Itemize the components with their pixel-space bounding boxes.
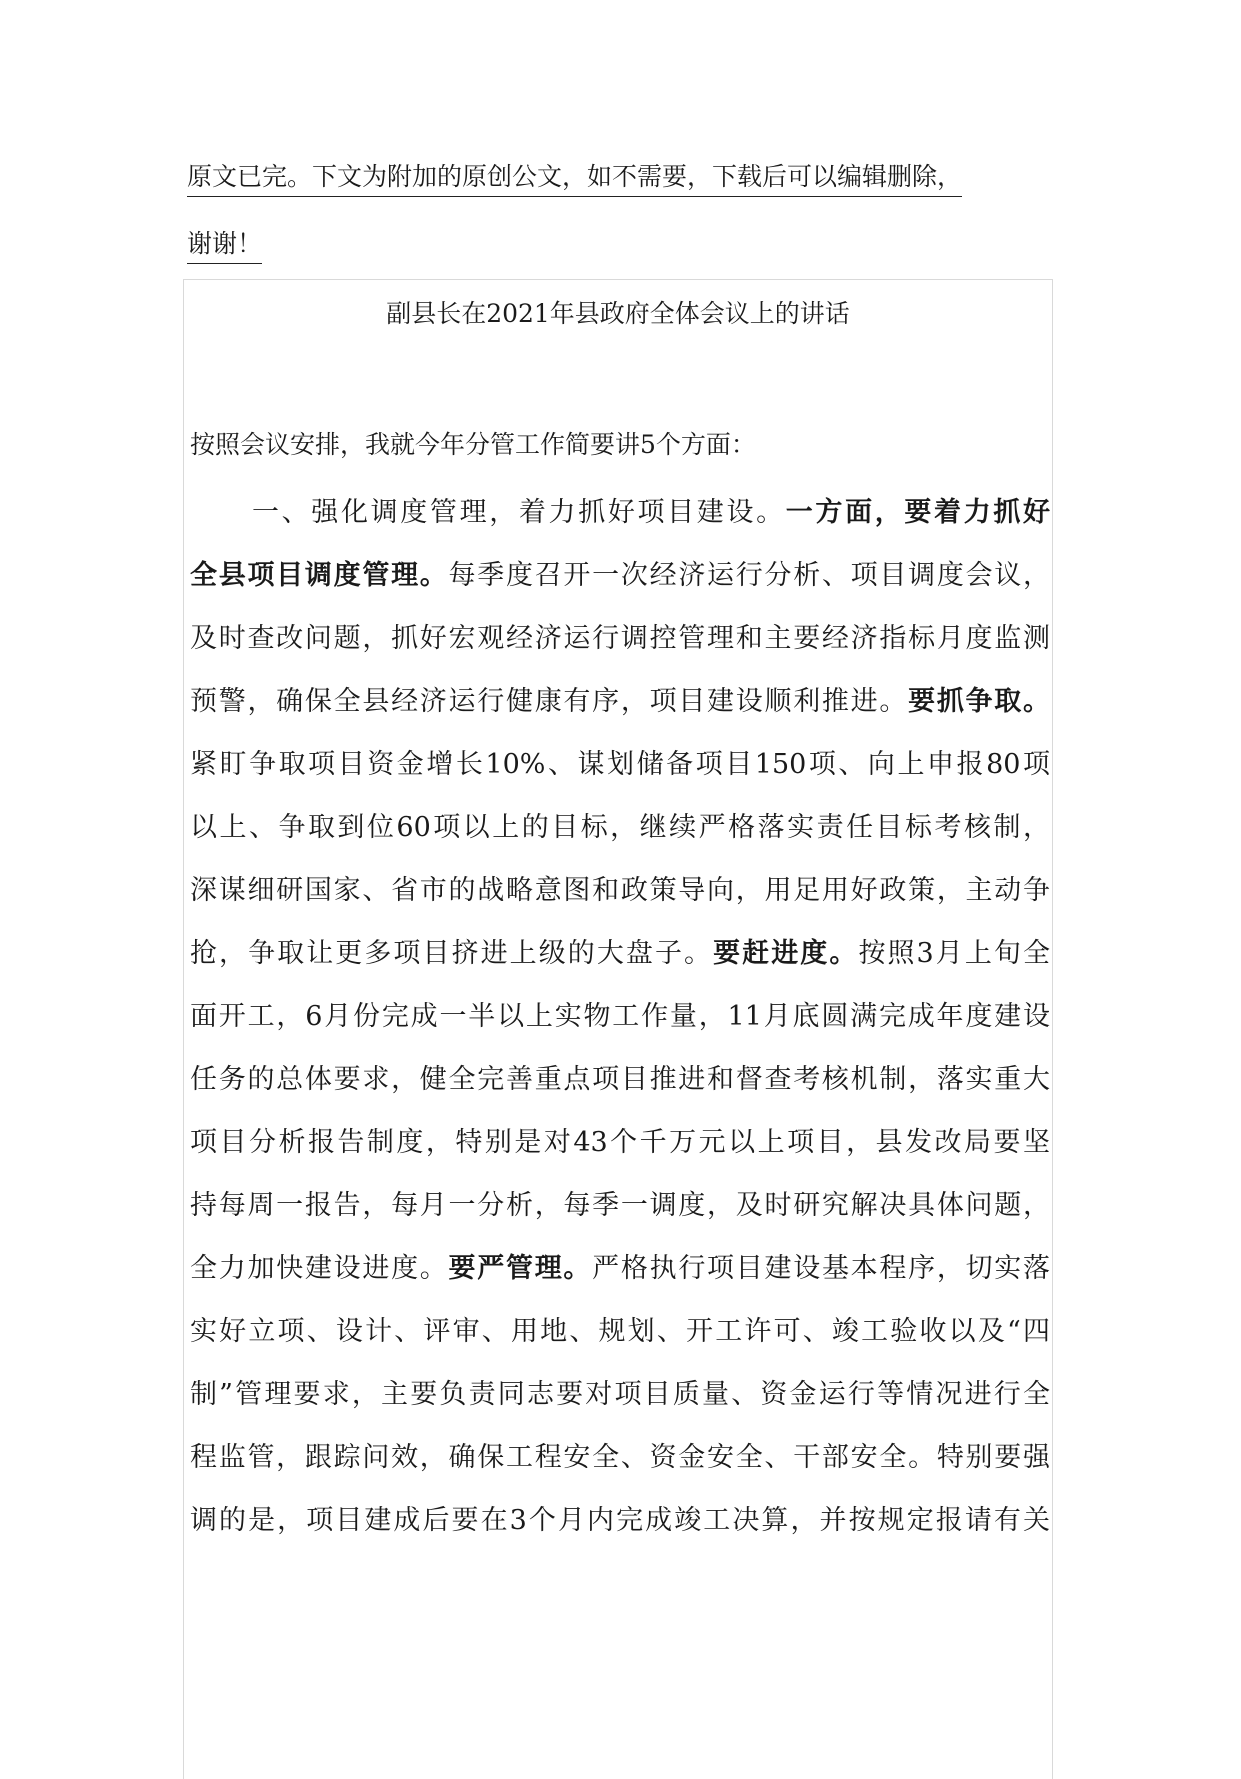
paragraph-line — [190, 544, 1050, 607]
paragraph-line — [190, 859, 1050, 922]
document-title: 副县长在2021年县政府全体会议上的讲话 — [386, 299, 850, 328]
paragraph-line — [190, 1111, 1050, 1174]
body-text: 紧盯争取项目资金增长10%、谋划储备项目150项、向上申报80项 — [190, 749, 1050, 780]
body-text: 程监管，跟踪问效，确保工程安全、资金安全、干部安全。特别要强 — [190, 1442, 1050, 1473]
body-text: 实好立项、设计、评审、用地、规划、开工许可、竣工验收以及“四 — [190, 1316, 1050, 1347]
body-text: 抢，争取让更多项目挤进上级的大盘子。 — [190, 938, 714, 969]
body-text: 全力加快建设进度。 — [190, 1253, 449, 1284]
notice-line-2: 谢谢！ — [187, 225, 262, 264]
paragraph-line — [190, 1300, 1050, 1363]
paragraph-line — [190, 1174, 1050, 1237]
bold-heading-text: 一方面，要着力抓好 — [785, 497, 1051, 528]
paragraph-line — [190, 922, 1050, 985]
body-text: 深谋细研国家、省市的战略意图和政策导向，用足用好政策，主动争 — [190, 875, 1050, 906]
body-text: 预警，确保全县经济运行健康有序，项目建设顺利推进。 — [190, 686, 909, 717]
bold-heading-text: 全县项目调度管理。 — [190, 560, 449, 591]
body-text: 以上、争取到位60项以上的目标，继续严格落实责任目标考核制， — [190, 812, 1050, 843]
body-text: 任务的总体要求，健全完善重点项目推进和督查考核机制，落实重大 — [190, 1064, 1050, 1095]
paragraph-line — [190, 1363, 1050, 1426]
bold-heading-text: 要严管理。 — [448, 1253, 593, 1284]
document-intro: 按照会议安排，我就今年分管工作简要讲5个方面： — [190, 430, 756, 459]
appended-notice — [187, 158, 1067, 264]
body-text: 持每周一报告，每月一分析，每季一调度，及时研究解决具体问题， — [190, 1190, 1050, 1221]
paragraph-line — [190, 733, 1050, 796]
paragraph-line — [190, 607, 1050, 670]
body-text: 一、强化调度管理，着力抓好项目建设。 — [252, 497, 786, 528]
paragraph-line — [190, 670, 1050, 733]
paragraph-line — [190, 1426, 1050, 1489]
bold-heading-text: 要抓争取。 — [908, 686, 1051, 717]
notice-line-1: 原文已完。下文为附加的原创公文，如不需要，下载后可以编辑删除， — [187, 158, 962, 197]
body-text: 按照3月上旬全 — [858, 938, 1050, 969]
body-text: 严格执行项目建设基本程序，切实落 — [592, 1253, 1051, 1284]
bold-heading-text: 要赶进度。 — [713, 938, 859, 969]
body-text: 调的是，项目建成后要在3个月内完成竣工决算，并按规定报请有关 — [190, 1505, 1050, 1536]
document-body — [190, 481, 1050, 1552]
body-text: 每季度召开一次经济运行分析、项目调度会议， — [448, 560, 1051, 591]
paragraph-line — [190, 796, 1050, 859]
paragraph-line — [190, 1489, 1050, 1552]
paragraph-line — [190, 481, 1050, 544]
body-text: 及时查改问题，抓好宏观经济运行调控管理和主要经济指标月度监测 — [190, 623, 1050, 654]
paragraph-line — [190, 1237, 1050, 1300]
body-text: 项目分析报告制度，特别是对43个千万元以上项目，县发改局要坚 — [190, 1127, 1050, 1158]
paragraph-line — [190, 1048, 1050, 1111]
body-text: 面开工，6月份完成一半以上实物工作量，11月底圆满完成年度建设 — [190, 1001, 1050, 1032]
paragraph-line — [190, 985, 1050, 1048]
body-text: 制”管理要求，主要负责同志要对项目质量、资金运行等情况进行全 — [190, 1379, 1050, 1410]
